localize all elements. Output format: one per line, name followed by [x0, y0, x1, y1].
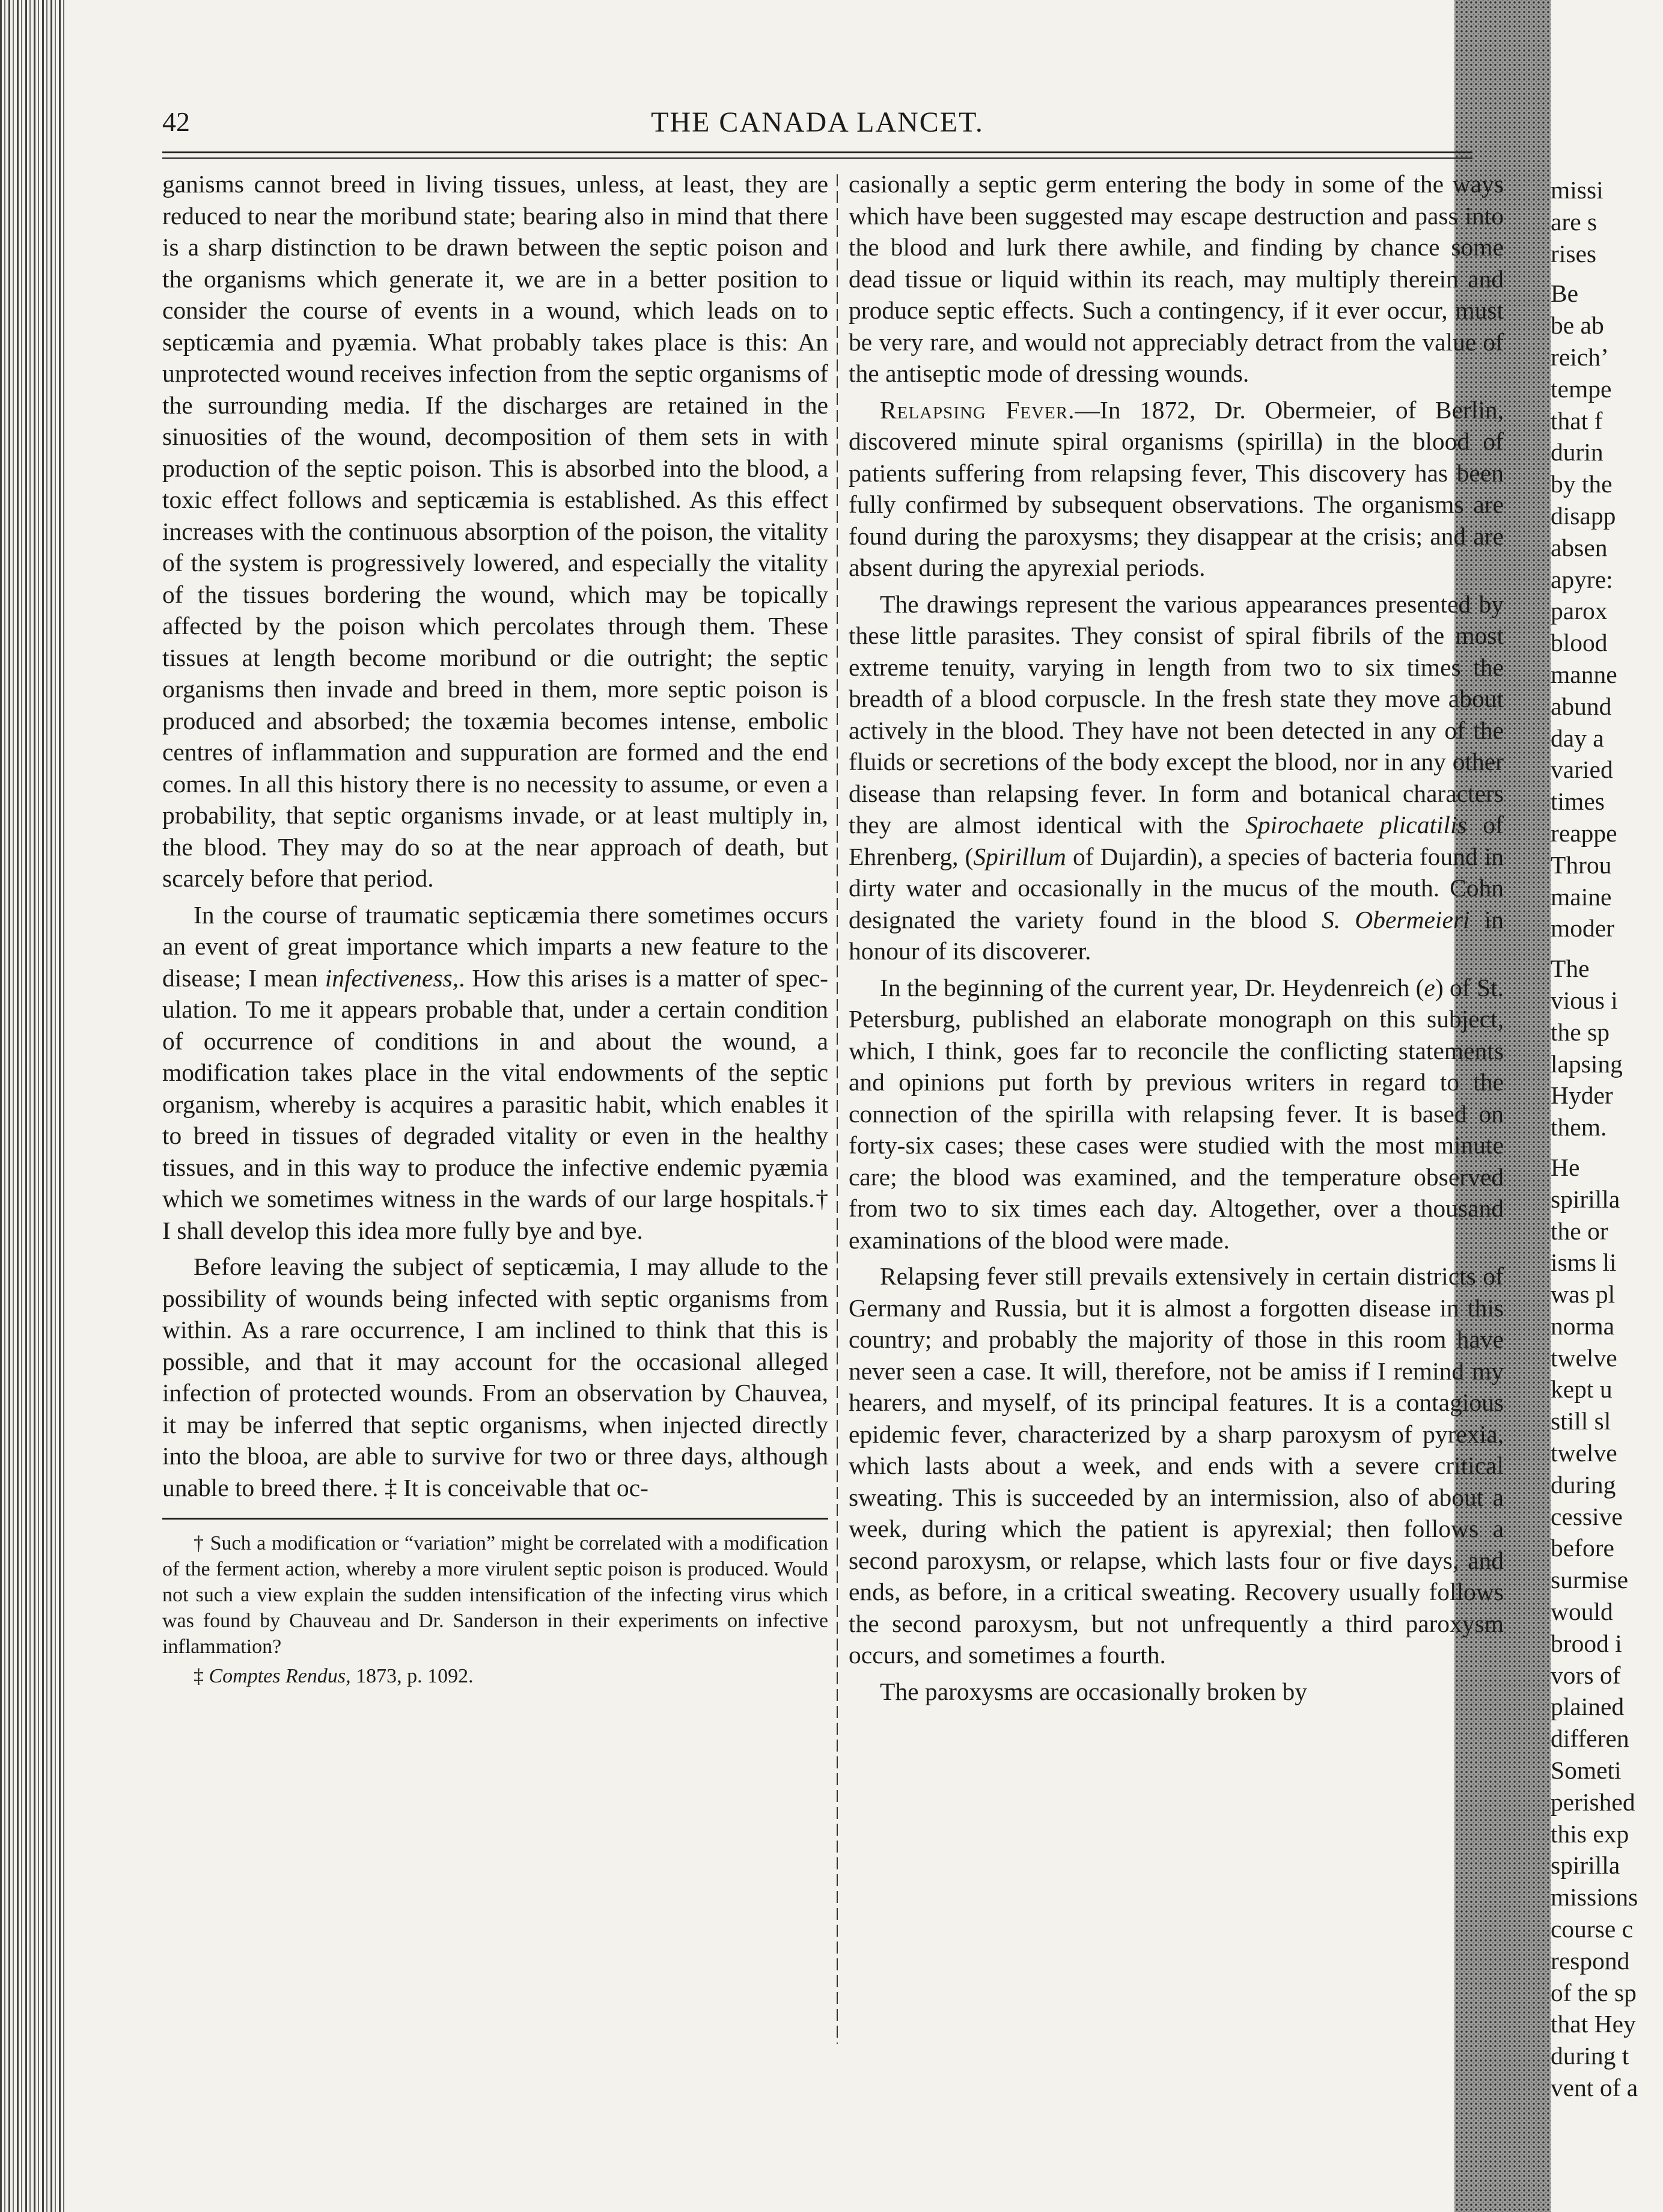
footnote-2-ref: 1873, p. 1092.: [356, 1665, 474, 1687]
right-paragraph-3: [849, 588, 1504, 967]
next-page-line: disapp: [1551, 501, 1616, 530]
next-page-line: twelve: [1551, 1343, 1617, 1372]
next-page-line: plained: [1551, 1693, 1625, 1721]
column-divider: [837, 174, 838, 2044]
next-page-line: the or: [1551, 1217, 1608, 1245]
page-header: [162, 103, 1472, 151]
next-page-line: was pl: [1551, 1280, 1616, 1309]
next-page-line: during: [1551, 1470, 1616, 1499]
next-page-line: [1551, 944, 1663, 953]
right-paragraph-1: casionally a septic germ entering the body in some of the ways which have been suggested may escape destruction and pass into the blood and lurk there awhile, and finding by chance some dead tissue or liquid within its reach, may multiply therein and produce septic effects. Such a contingency, if it ever occur, must be very rare, and would not appreciably detract from the value of the antiseptic mode of dressing wounds.: [849, 170, 1504, 387]
next-page-line: He: [1551, 1153, 1580, 1181]
footnote-2: [162, 1663, 828, 1689]
next-page-line: of the sp: [1551, 1978, 1637, 2006]
next-page-line: that Hey: [1551, 2010, 1636, 2038]
next-page-line: blood: [1551, 629, 1608, 657]
next-page-line: perished: [1551, 1788, 1635, 1816]
right-paragraph-3-part-c: of Dujardin), a species of bacteria found in dirty water and occasionally in the mucus of the mouth. Cohn designated the variety found in the blood: [849, 842, 1504, 933]
next-page-line: the sp: [1551, 1018, 1610, 1046]
footnote-2-mark: ‡: [194, 1665, 204, 1687]
next-page-line: abund: [1551, 692, 1612, 720]
next-page-line: Hyder: [1551, 1081, 1613, 1110]
next-page-line: reich’: [1551, 343, 1609, 371]
next-page-line: parox: [1551, 597, 1608, 625]
next-page-line: Throu: [1551, 851, 1612, 879]
next-page-line: by the: [1551, 470, 1613, 498]
right-paragraph-5: Relapsing fever still prevails extensively in certain districts of Germany and Russia, but it is almost a forgotten disease in this country; and probably the majority of those in this room have never seen a case. It will, therefore, not be amiss if I remind my hearers, and myself, of its principal features. It is a contagious epidemic fever, characterized by a sharp paroxysm of pyrexia, which lasts about a week, and ends with a severe critical sweating. This is succeeded by an intermission, also of about a week, during which the patient is apyrexial; then follows a second paroxysm, or relapse, which lasts four or five days, and ends, as before, in a critical sweating. Recovery usually follows the second paroxysm, but not unfrequently a third paroxysm occurs, and sometimes a fourth.: [849, 1262, 1504, 1669]
next-page-line: during t: [1551, 2042, 1629, 2070]
next-page-line: kept u: [1551, 1375, 1613, 1404]
next-page-line: lapsing: [1551, 1049, 1623, 1078]
next-page-line: brood i: [1551, 1629, 1622, 1657]
next-page-line: Someti: [1551, 1756, 1622, 1785]
binding-shadow: [0, 0, 66, 2212]
right-paragraph-4-part-a: In the beginning of the current year, Dr. Heydenreich (: [880, 973, 1424, 1001]
next-page-line: [1551, 1143, 1663, 1152]
left-paragraph-2: [162, 899, 828, 1247]
right-column: [849, 168, 1504, 2050]
next-page-line: missions: [1551, 1883, 1638, 1911]
next-page-line: surmise: [1551, 1566, 1629, 1594]
next-page-line: are s: [1551, 207, 1597, 236]
footnote-2-source: Comptes Rendus,: [209, 1665, 351, 1687]
right-paragraph-4: [849, 972, 1504, 1256]
next-page-line: times: [1551, 787, 1605, 816]
next-page-line: absen: [1551, 533, 1608, 561]
right-paragraph-6: The paroxysms are occasionally broken by: [880, 1677, 1308, 1705]
next-page-line: before: [1551, 1534, 1614, 1562]
next-page-line: tempe: [1551, 374, 1612, 403]
running-title: THE CANADA LANCET.: [651, 106, 984, 138]
next-page-line: differen: [1551, 1725, 1629, 1753]
left-paragraph-2-text: In the course of traumatic septicæmia there sometimes occurs an event of great importance which imparts a new feature to the disease; I mean: [162, 900, 828, 992]
left-paragraph-1: ganisms cannot breed in living tissues, unless, at least, they are reduced to near the moribund state; bearing also in mind that there is a sharp distinction to be drawn between the septic poison and the organisms which generate it, we are in a better position to consider the course of events in a wound, which leads on to septicæmia and pyæmia. What probably takes place is this: An unprotected wound receives infection from the septic organisms of the surrounding media. If the discharges are retained in the sinuosities of the wound, decomposition of them sets in with production of the septic poison. This is absorbed into the blood, a toxic effect follows and septicæmia is established. As this effect increases with the continuous absorption of the poison, the vitality of the system is progressively lowered, and especially the vitality of the tissues bordering the wound, which may be topically affected by the poison which percolates through them. These tissues at length become moribund or die outright; the septic organisms then invade and breed in them, more septic poison is produced and absorbed; the toxæmia becomes intense, embolic centres of inflammation and suppuration are formed and the end comes. In all this history there is no necessity to assume, or even a probability, that septic organisms invade, or at least multiply in, the blood. They may do so at the near approach of death, but scarcely before that period.: [162, 170, 828, 892]
next-page-line: manne: [1551, 660, 1617, 688]
footnotes: [162, 1530, 828, 1689]
next-page-line: norma: [1551, 1312, 1615, 1340]
footnote-1: † Such a modification or “variation” might be correlated with a modification of the ferment action, whereby a more virulent septic poison is produced. Would not such a view explain the sudden intensification of the infecting virus which was found by Chauveau and Dr. Sanderson in their experiments on infective inflammation?: [162, 1532, 828, 1658]
next-page-line: respond: [1551, 1946, 1630, 1975]
next-page-line: cessive: [1551, 1502, 1623, 1530]
reference-e: e: [1424, 973, 1435, 1001]
next-page-line: apyre:: [1551, 565, 1613, 593]
left-paragraph-2-continued: ulation. To me it appears probable that, under a certain condition of occurrence of conditions in and about the wound, a modification takes place in the vital endowments of the septic organism, whereby is acquires a parasitic habit, which enables it to breed in tissues of degraded vitality or even in the healthy tissues, and in this way to produce the infective endemic pyæmia which we sometimes witness in the wards of our large hospitals.† I shall develop this idea more fully bye and bye.: [162, 995, 828, 1244]
next-page-line: spirilla: [1551, 1185, 1620, 1213]
next-page-line: Be: [1551, 280, 1579, 308]
left-column: [162, 168, 828, 1689]
spirochaete-term: Spirochaete plicatilis: [1245, 811, 1467, 839]
spirillum-term: Spirillum: [973, 842, 1066, 870]
next-page-line: maine: [1551, 882, 1612, 911]
next-page-line: varied: [1551, 756, 1613, 784]
right-paragraph-2-text: —In 1872, Dr. Obermeier, of Berlin, discovered minute spiral organisms (spirilla) in the blood of patients suffering from relapsing fever, This discovery has been fully confirmed by subsequent observations. The organisms are found during the paroxysms; they disappear at the crisis; and are absent during the apyrexial periods.: [849, 396, 1504, 581]
next-page-line: durin: [1551, 438, 1603, 466]
next-page-line: missi: [1551, 176, 1603, 204]
next-page-line: spirilla: [1551, 1851, 1620, 1880]
next-page-line: still sl: [1551, 1407, 1611, 1435]
next-page-line: vious i: [1551, 986, 1618, 1014]
right-paragraph-3-part-b: of Ehrenberg, (: [849, 811, 1504, 870]
next-page-line: this exp: [1551, 1819, 1629, 1848]
next-page-line: isms li: [1551, 1248, 1617, 1277]
right-paragraph-2: [849, 394, 1504, 584]
next-page-line: would: [1551, 1598, 1613, 1626]
next-page-line: them.: [1551, 1113, 1607, 1141]
left-paragraph-3: Before leaving the subject of septicæmia, I may allude to the possibility of wounds being infected with septic organisms from within. As a rare occurrence, I am inclined to think that this is possible, and that it may account for the occasional alleged infection of protected wounds. From an observation by Chauvea, it may be inferred that septic organisms, when injected directly into the blooa, are able to survive for two or three days, although unable to breed there. ‡ It is conceivable that oc-: [162, 1253, 828, 1502]
next-page-line: course c: [1551, 1915, 1634, 1943]
infectiveness-term: infectiveness,: [325, 964, 459, 992]
right-paragraph-4-part-b: ) of St. Petersburg, published an elaborate monograph on this subject, which, I think, goes far to reconcile the conflicting statements and opinions put forth by previous writers in regard to the connection of the spirilla with relapsing fever. It is based on forty-six cases; these cases were studied with the most minute care; the blood was examined, and the temperature observed from two to six times each day. Altogether, over a thousand examinations of the blood were made.: [849, 973, 1504, 1254]
page-number: 42: [162, 106, 190, 137]
next-page-line: day a: [1551, 724, 1604, 752]
next-page-line: rises: [1551, 239, 1597, 267]
next-page-line: twelve: [1551, 1439, 1617, 1467]
right-paragraph-3-part-a: The drawings represent the various appearances presented by these little parasites. They consist of spiral fibrils of the most extreme tenuity, varying in length from two to six times the breadth of a blood corpuscle. In the fresh state they move about actively in the blood. They have not been detected in any of the fluids or secretions of the body except the blood, nor in any other disease than relapsing fever. In form and botanical characters they are almost identical with the: [849, 590, 1504, 839]
next-page-line: that f: [1551, 406, 1603, 435]
next-page-fragment: [1551, 174, 1663, 2102]
next-page-line: [1551, 269, 1663, 278]
footnote-rule: [162, 1518, 828, 1520]
header-rule: [162, 151, 1472, 159]
next-page-line: vors of: [1551, 1661, 1621, 1689]
obermeieri-term: S. Obermeieri: [1321, 905, 1470, 933]
next-page-line: vent of a: [1551, 2074, 1638, 2102]
next-page-line: reappe: [1551, 819, 1617, 847]
infectiveness-after: . How this arises is a matter of spec-: [459, 964, 828, 992]
relapsing-fever-heading: Relapsing Fever.: [880, 396, 1075, 424]
next-page-line: The: [1551, 955, 1590, 983]
next-page-line: be ab: [1551, 311, 1604, 340]
right-paragraph-3-part-d: in honour of its discoverer.: [849, 905, 1504, 965]
next-page-line: moder: [1551, 914, 1615, 943]
